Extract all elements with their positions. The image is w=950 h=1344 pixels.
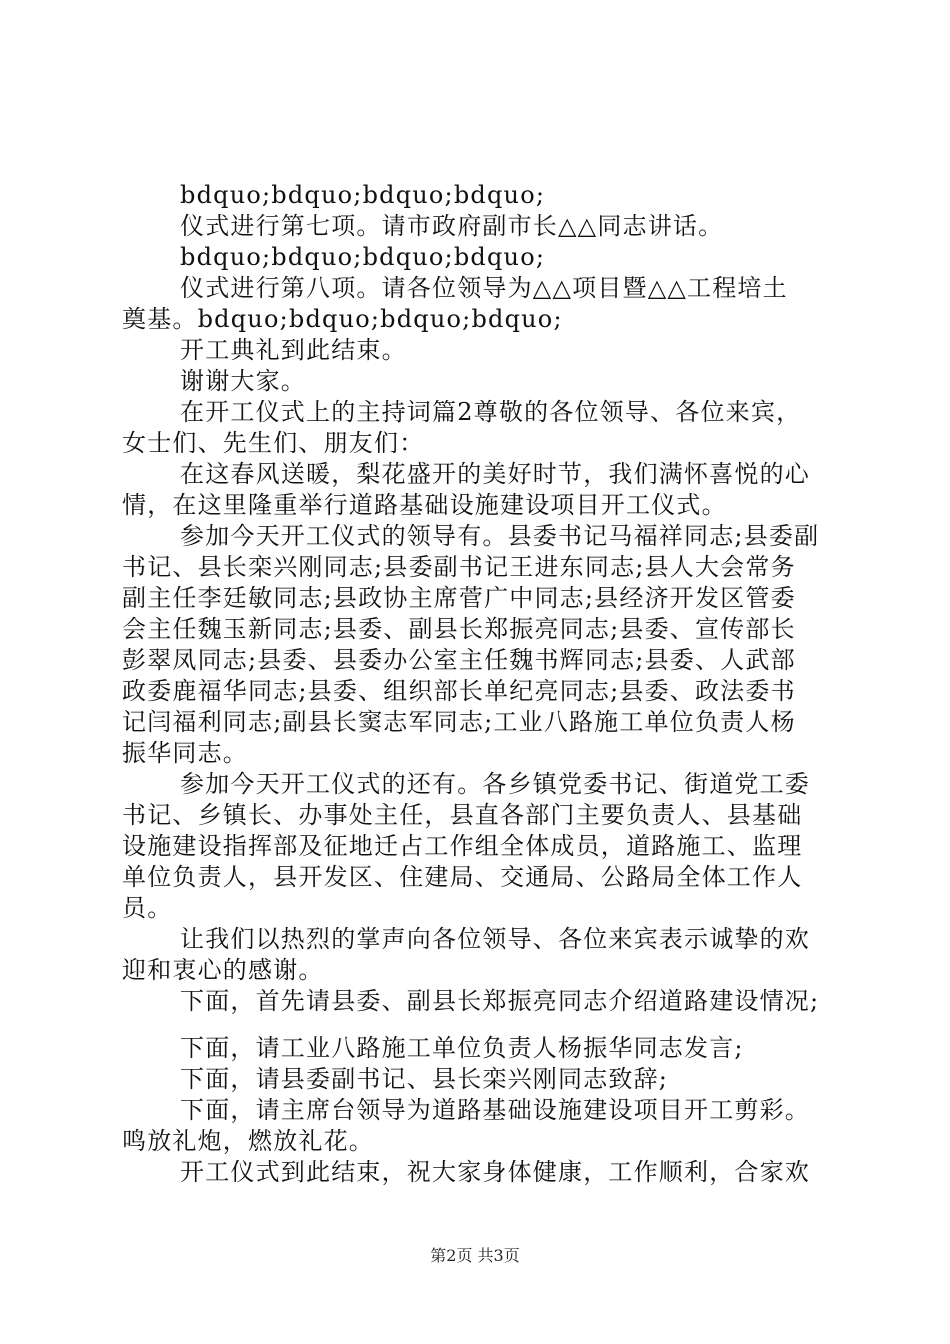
text-line: bdquo;bdquo;bdquo;bdquo; bbox=[180, 243, 546, 271]
text-line: 让我们以热烈的掌声向各位领导、各位来宾表示诚挚的欢 bbox=[180, 925, 810, 953]
text-line: 开工仪式到此结束，祝大家身体健康，工作顺利，合家欢 bbox=[180, 1158, 810, 1186]
text-line: 书记、县长栾兴刚同志;县委副书记王进东同志;县人大会常务 bbox=[122, 553, 796, 581]
text-line: 政委鹿福华同志;县委、组织部长单纪亮同志;县委、政法委书 bbox=[122, 677, 796, 705]
text-line: 下面，首先请县委、副县长郑振亮同志介绍道路建设情况; bbox=[180, 987, 820, 1015]
text-line: 记闫福利同志;副县长窦志军同志;工业八路施工单位负责人杨 bbox=[122, 708, 796, 736]
text-line: 参加今天开工仪式的领导有。县委书记马福祥同志;县委副 bbox=[180, 522, 820, 550]
text-line: 鸣放礼炮，燃放礼花。 bbox=[122, 1127, 374, 1155]
text-line: 迎和衷心的感谢。 bbox=[122, 956, 324, 984]
text-line: 在这春风送暖，梨花盛开的美好时节，我们满怀喜悦的心 bbox=[180, 460, 810, 488]
text-line: 女士们、先生们、朋友们： bbox=[122, 429, 425, 457]
page-number-footer: 第2页 共3页 bbox=[430, 1246, 520, 1265]
text-line: 书记、乡镇长、办事处主任，县直各部门主要负责人、县基础 bbox=[122, 801, 803, 829]
text-line: 下面，请县委副书记、县长栾兴刚同志致辞; bbox=[180, 1065, 669, 1093]
text-line: 情，在这里隆重举行道路基础设施建设项目开工仪式。 bbox=[122, 491, 727, 519]
text-line: 谢谢大家。 bbox=[180, 367, 306, 395]
text-line: 单位负责人，县开发区、住建局、交通局、公路局全体工作人 bbox=[122, 863, 803, 891]
text-line: 仪式进行第八项。请各位领导为△△项目暨△△工程培土 bbox=[180, 274, 788, 302]
text-line: 振华同志。 bbox=[122, 739, 248, 767]
text-line: 开工典礼到此结束。 bbox=[180, 336, 407, 364]
text-line: 奠基。bdquo;bdquo;bdquo;bdquo; bbox=[122, 305, 563, 333]
text-line: 参加今天开工仪式的还有。各乡镇党委书记、街道党工委 bbox=[180, 770, 810, 798]
text-line: 下面，请工业八路施工单位负责人杨振华同志发言; bbox=[180, 1034, 744, 1062]
text-line: 下面，请主席台领导为道路基础设施建设项目开工剪彩。 bbox=[180, 1096, 810, 1124]
text-line: 员。 bbox=[122, 894, 173, 922]
text-line: 副主任李廷敏同志;县政协主席菅广中同志;县经济开发区管委 bbox=[122, 584, 796, 612]
text-line: 设施建设指挥部及征地迁占工作组全体成员，道路施工、监理 bbox=[122, 832, 803, 860]
text-line: 会主任魏玉新同志;县委、副县长郑振亮同志;县委、宣传部长 bbox=[122, 615, 796, 643]
text-line: bdquo;bdquo;bdquo;bdquo; bbox=[180, 181, 546, 209]
text-line: 仪式进行第七项。请市政府副市长△△同志讲话。 bbox=[180, 212, 724, 240]
text-line: 彭翠凤同志;县委、县委办公室主任魏书辉同志;县委、人武部 bbox=[122, 646, 796, 674]
text-line: 在开工仪式上的主持词篇2尊敬的各位领导、各位来宾， bbox=[180, 398, 802, 426]
